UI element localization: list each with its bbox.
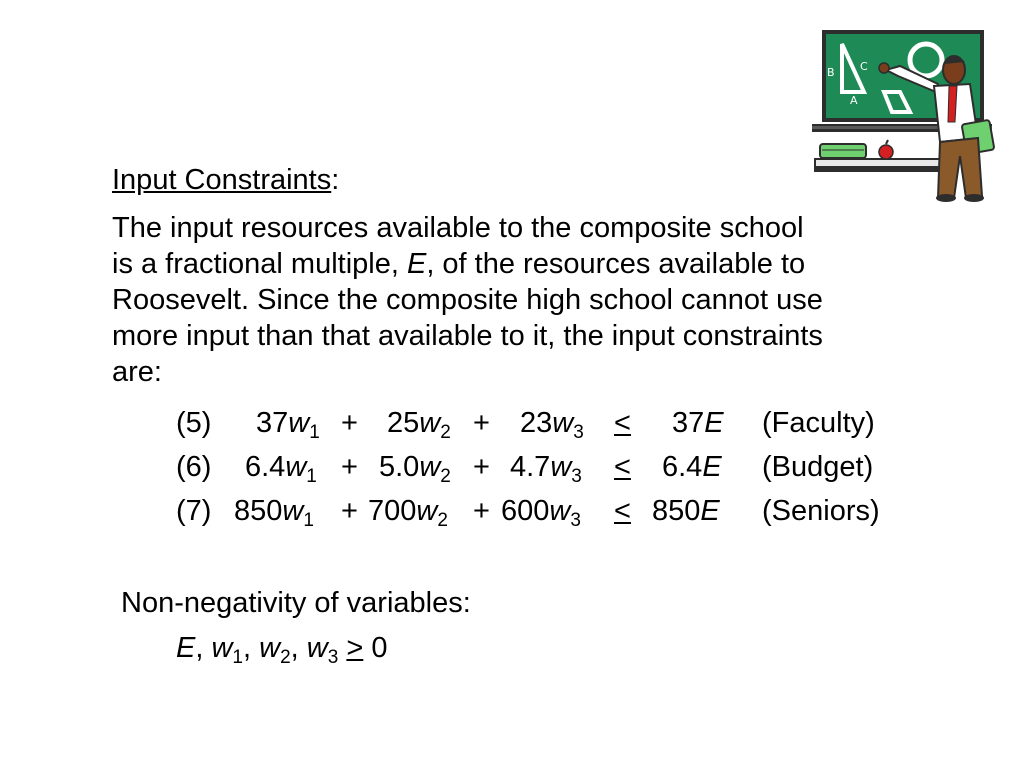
- paragraph-line-4: more input than that available to it, the input constraints: [112, 320, 823, 352]
- paragraph-line-5: are:: [112, 356, 162, 388]
- constraint-relation: <: [614, 407, 631, 439]
- constraint-name: (Faculty): [762, 407, 875, 439]
- constraint-plus-2: +: [473, 451, 490, 483]
- teacher-pants: [938, 138, 982, 198]
- paragraph-line-1: The input resources available to the composite school: [112, 212, 804, 244]
- constraint-plus-2: +: [473, 495, 490, 527]
- constraint-term-1: $37w_1$: [256, 407, 320, 443]
- constraint-term-3: $600w_3$: [501, 495, 581, 531]
- var-w3: w: [306, 632, 328, 664]
- teacher-at-chalkboard-icon: [808, 26, 1004, 204]
- constraint-rhs: 37E: [672, 407, 724, 439]
- constraint-relation: <: [614, 495, 631, 527]
- description-paragraph: [112, 210, 992, 390]
- chalk-label-a: A: [850, 94, 858, 107]
- chalk-label-b: B: [827, 66, 835, 79]
- constraint-name: (Budget): [762, 451, 874, 483]
- constraint-5: [0, 405, 1024, 441]
- constraint-plus-2: +: [473, 407, 490, 439]
- constraint-name: (Seniors): [762, 495, 880, 527]
- paragraph-line-2-start: is a fractional multiple,: [112, 248, 407, 280]
- constraint-rhs: 850E: [652, 495, 720, 527]
- heading-colon: :: [331, 164, 340, 196]
- constraint-label: (7): [176, 495, 212, 527]
- paragraph-line-2: [112, 246, 992, 282]
- constraint-label: (6): [176, 451, 212, 483]
- paragraph-variable-e: E: [406, 248, 427, 280]
- constraint-term-1: $6.4w_1$: [245, 451, 317, 487]
- var-w2: w: [259, 632, 281, 664]
- chalk-label-c: C: [860, 60, 868, 73]
- nonnegativity-expression: E, $w_1$, $w_2$, $w_3 > 0$: [176, 632, 388, 668]
- constraint-7: [0, 493, 1024, 529]
- constraint-label: (5): [176, 407, 212, 439]
- red-tie: [948, 86, 957, 122]
- constraint-6: [0, 449, 1024, 485]
- heading-text: Input Constraints: [112, 164, 332, 196]
- constraint-term-3: $4.7w_3$: [510, 451, 582, 487]
- nonnegativity-rhs: 0: [371, 632, 388, 664]
- constraint-plus-1: +: [341, 407, 358, 439]
- constraint-term-2: $700w_2$: [368, 495, 448, 531]
- red-apple: [879, 145, 893, 159]
- constraint-term-2: $5.0w_2$: [379, 451, 451, 487]
- var-e: E: [176, 632, 196, 664]
- constraint-relation: <: [614, 451, 631, 483]
- constraint-rhs: 6.4E: [662, 451, 722, 483]
- constraint-term-3: $23w_3$: [520, 407, 584, 443]
- constraint-term-1: $850w_1$: [234, 495, 314, 531]
- paragraph-line-2-end: , of the resources available to: [426, 248, 806, 280]
- paragraph-line-3: Roosevelt. Since the composite high school cannot use: [112, 284, 823, 316]
- nonnegativity-heading: Non-negativity of variables:: [121, 587, 471, 619]
- green-book: [820, 144, 866, 158]
- section-heading: [112, 162, 339, 198]
- var-w1: w: [211, 632, 233, 664]
- constraint-term-2: $25w_2$: [387, 407, 451, 443]
- constraint-plus-1: +: [341, 495, 358, 527]
- nonnegativity-relation: >: [346, 632, 364, 664]
- constraint-plus-1: +: [341, 451, 358, 483]
